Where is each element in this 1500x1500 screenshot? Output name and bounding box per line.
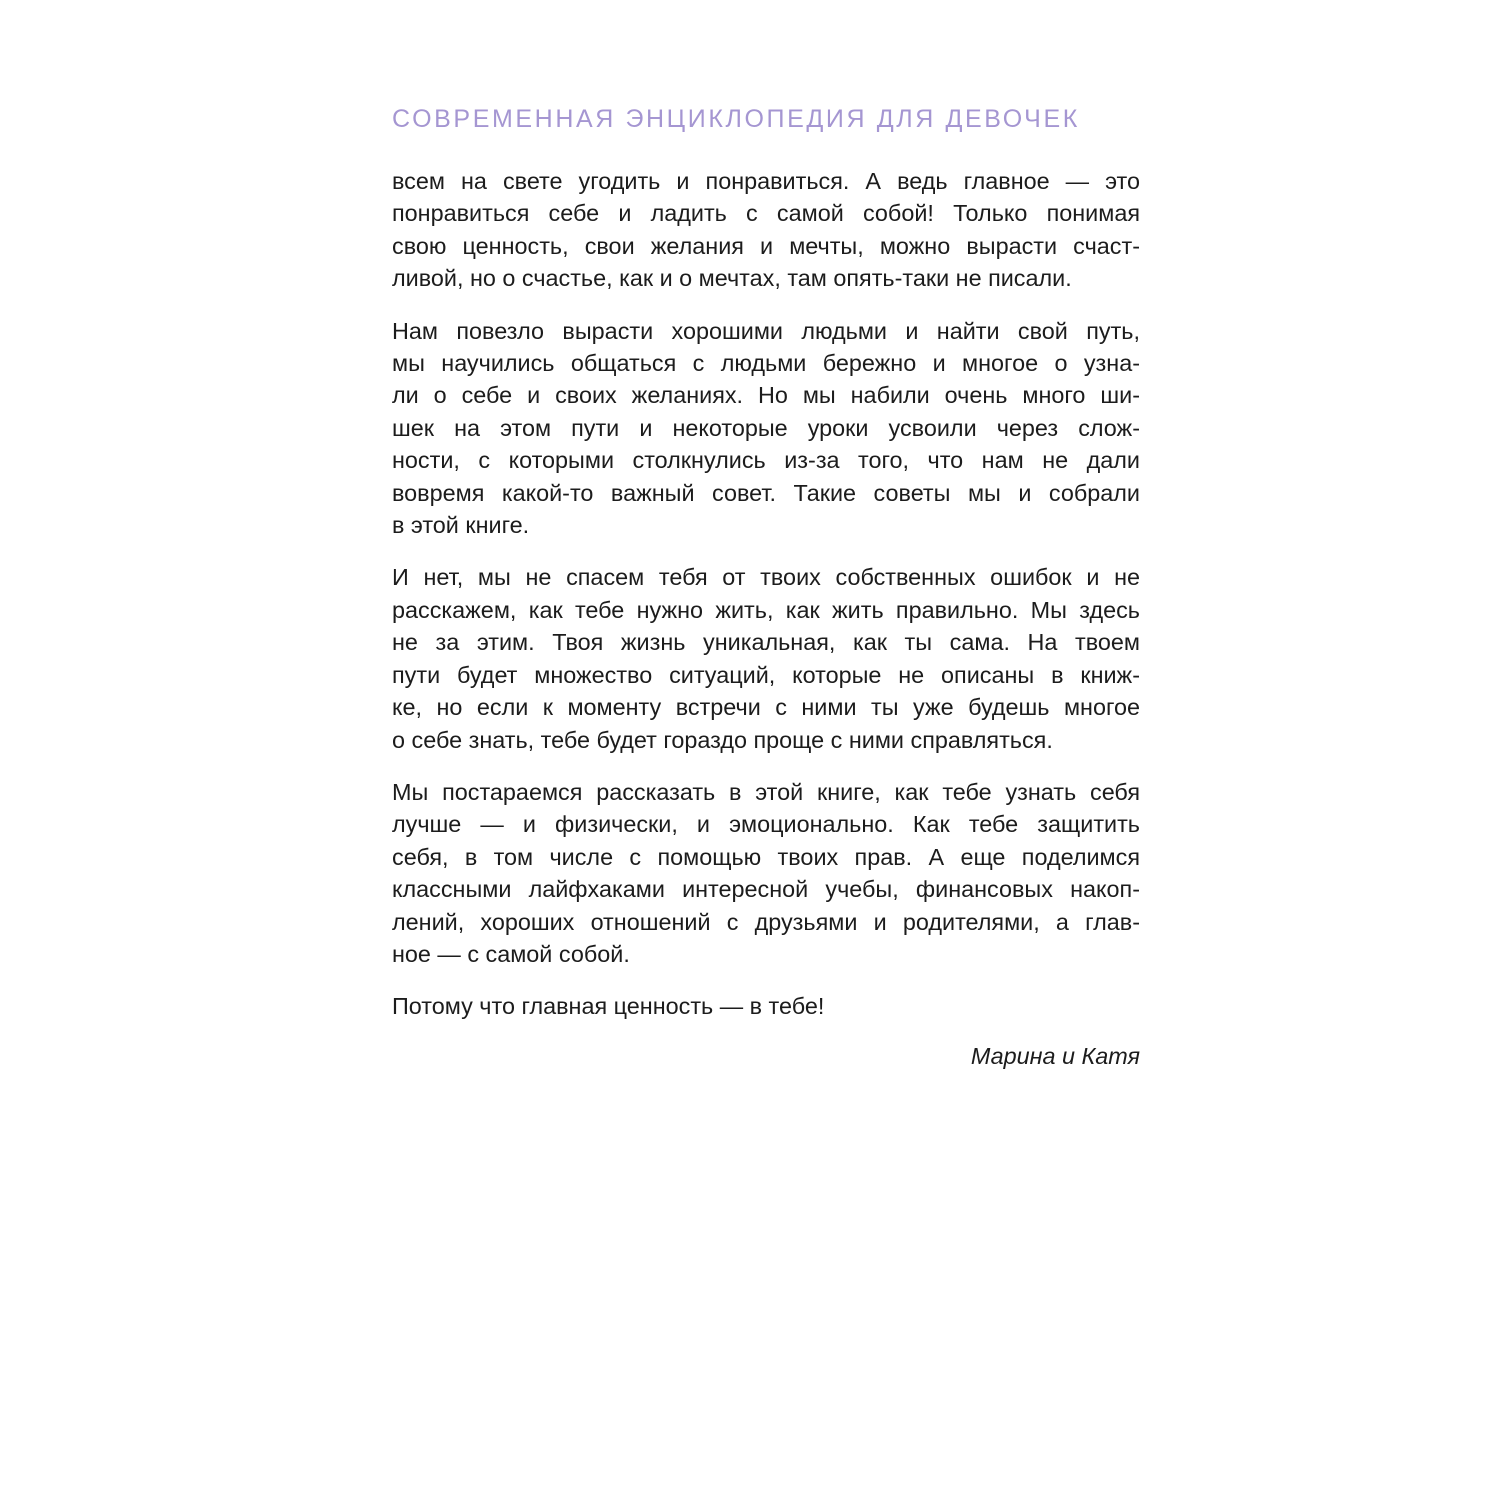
signature: Марина и Катя <box>970 1043 1140 1069</box>
text-line: ливой, но о счастье, как и о мечтах, там опять-таки не писали. <box>392 265 1072 292</box>
text-line: вовремя какой-то важный совет. Такие советы мы и собрали <box>392 479 1140 506</box>
text-line: не за этим. Твоя жизнь уникальная, как ты сама. На твоем <box>392 629 1140 656</box>
text-line: шек на этом пути и некоторые уроки усвоили через слож- <box>392 414 1140 441</box>
text-line: понравиться себе и ладить с самой собой! Только понимая <box>392 200 1140 227</box>
running-head: СОВРЕМЕННАЯ ЭНЦИКЛОПЕДИЯ ДЛЯ ДЕВОЧЕК <box>392 105 1080 133</box>
body-text <box>392 165 1140 1043</box>
text-line: Нам повезло вырасти хорошими людьми и найти свой путь, <box>392 317 1140 344</box>
text-line: Мы постараемся рассказать в этой книге, как тебе узнать себя <box>392 778 1140 805</box>
text-line: классными лайфхаками интересной учебы, финансовых накоп- <box>392 876 1140 903</box>
text-line: всем на свете угодить и понравиться. А ведь главное — это <box>392 168 1140 194</box>
text-line: о себе знать, тебе будет гораздо проще с ними справляться. <box>392 726 1053 753</box>
paragraph <box>392 561 1140 755</box>
text-line: И нет, мы не спасем тебя от твоих собственных ошибок и не <box>392 564 1140 591</box>
text-line: ности, с которыми столкнулись из-за того, что нам не дали <box>392 447 1140 474</box>
paragraph <box>392 776 1140 970</box>
text-line: ное — с самой собой. <box>392 940 630 967</box>
text-line: пути будет множество ситуаций, которые не описаны в книж- <box>392 661 1140 688</box>
text-line: лений, хороших отношений с друзьями и родителями, а глав- <box>392 908 1140 935</box>
text-line: себя, в том числе с помощью твоих прав. А еще поделимся <box>392 843 1140 870</box>
paragraph <box>392 165 1140 295</box>
paragraph <box>392 315 1140 542</box>
text-line: мы научились общаться с людьми бережно и многое о узна- <box>392 350 1140 377</box>
text-line: лучше — и физически, и эмоционально. Как тебе защитить <box>392 811 1140 838</box>
text-line: ли о себе и своих желаниях. Но мы набили очень много ши- <box>392 382 1140 409</box>
paragraph <box>392 990 1140 1022</box>
text-line: расскажем, как тебе нужно жить, как жить правильно. Мы здесь <box>392 596 1140 623</box>
text-line: ке, но если к моменту встречи с ними ты уже будешь многое <box>392 694 1140 721</box>
text-line: в этой книге. <box>392 512 530 539</box>
text-line: Потому что главная ценность — в тебе! <box>392 993 825 1020</box>
text-line: свою ценность, свои желания и мечты, можно вырасти счаст- <box>392 232 1140 259</box>
